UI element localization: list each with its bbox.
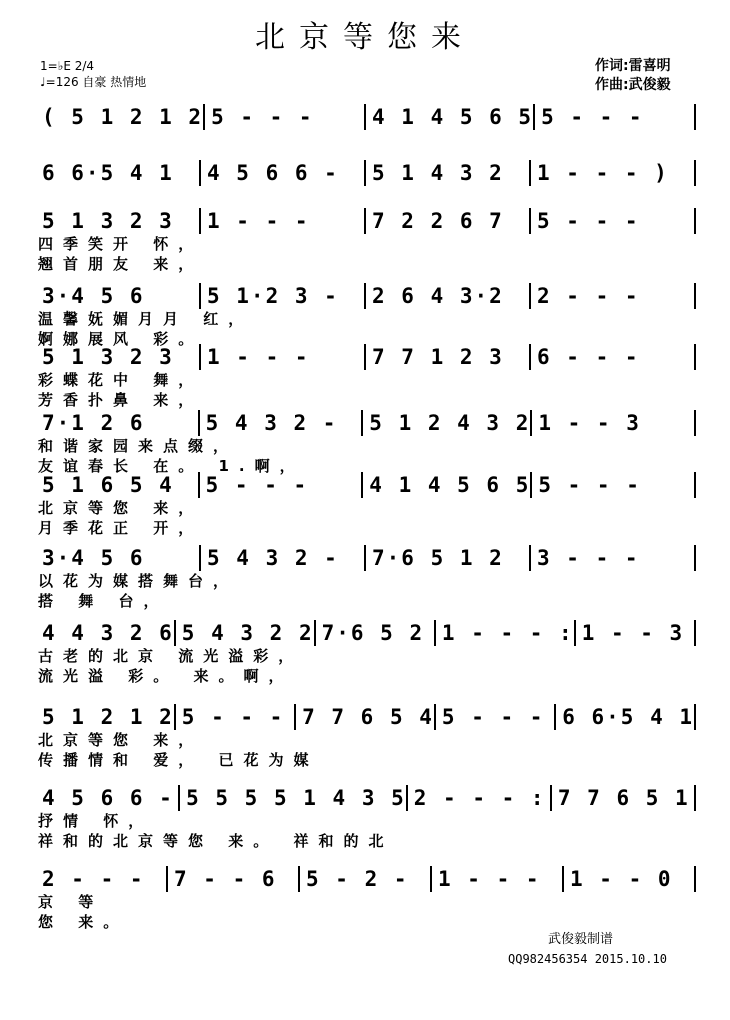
measure: ( 5 1 2 1 2 [36,104,205,130]
meta-left [40,58,146,90]
measure: 5 1 3 2 3 [36,208,201,234]
notes-line [36,785,696,811]
measure: 1 - - 0 [564,866,696,892]
lyric-line: 婀娜展风 彩。 [38,330,204,348]
notes-line [36,160,696,186]
notes-line [36,344,696,370]
notes-line [36,704,696,730]
score-maker: 武俊毅制谱 [548,932,614,947]
meta-right [595,57,671,95]
measure: 5 - - - [532,472,696,498]
lyric-line: 古老的北京 流光溢彩， [38,647,304,665]
measure: 5 1 2 1 2 [36,704,176,730]
measure: 4 1 4 5 6 5 [366,104,535,130]
measure: 5 - - - [205,104,366,130]
score-row [36,472,696,538]
score-row [36,283,696,349]
measure: 1 - - 3 [576,620,696,646]
tempo-marking: ♩=126 自豪 热情地 [40,75,147,89]
score-row [36,344,696,410]
measure: 1 - - - [201,208,366,234]
measure: 7·6 5 1 2 [366,545,531,571]
notes-line [36,104,696,130]
lyric-line: 传播情和 爱， 已花为媒 [38,751,319,769]
measure: 2 6 4 3·2 [366,283,531,309]
measure: 5 5 5 5 1 4 3 5 [180,785,408,811]
score-row [36,785,696,851]
measure: 7 7 6 5 4 [296,704,436,730]
lyric-line [36,186,696,206]
measure: 6 6·5 4 1 [36,160,201,186]
lyric-line: 芳香扑鼻 来， [38,391,204,409]
measure: 5 1·2 3 - [201,283,366,309]
measure: 5 - - - [436,704,556,730]
notes-line [36,472,696,498]
measure: 2 - - - : [408,785,552,811]
lyric-line: 彩蝶花中 舞， [38,371,204,389]
lyric-line: 祥和的北京等您 来。 祥和的北 [38,832,394,850]
lyric-line: 北京等您 来， [38,731,204,749]
measure: 1 - - 3 [532,410,696,436]
lyric-line: 以花为媒搭舞台， [38,572,239,590]
score-row [36,866,696,932]
measure: 3 - - - [531,545,696,571]
measure: 4 1 4 5 6 5 [363,472,532,498]
measure: 5 4 3 2 2 [176,620,316,646]
measure: 3·4 5 6 [36,545,201,571]
score-row [36,208,696,274]
measure: 7·1 2 6 [36,410,200,436]
score-row [36,704,696,770]
measure: 6 6·5 4 1 [556,704,696,730]
song-title: 北京等您来 [255,20,475,55]
measure: 5 1 6 5 4 [36,472,200,498]
measure: 4 5 6 6 - [36,785,180,811]
lyric-line: 四季笑开 怀， [38,235,204,253]
lyric-line: 抒情 怀， [38,812,154,830]
lyric-line: 翘首朋友 来， [38,255,204,273]
lyric-line: 月季花正 开， [38,519,204,537]
notes-line [36,866,696,892]
measure: 7·6 5 2 [316,620,436,646]
measure: 5 - - - [531,208,696,234]
key-signature: 1=♭E 2/4 [40,59,95,73]
notes-line [36,410,696,436]
measure: 5 - - - [176,704,296,730]
lyricist: 作词:雷喜明 [595,58,671,74]
lyric-line: 您 来。 [38,913,129,931]
measure: 5 1 3 2 3 [36,344,201,370]
lyric-line: 搭 舞 台， [38,592,169,610]
composer: 作曲:武俊毅 [595,77,671,93]
measure: 4 4 3 2 6 [36,620,176,646]
measure: 1 - - - ) [531,160,696,186]
lyric-line [36,130,696,150]
measure: 5 - - - [200,472,364,498]
lyric-line: 和谐家园来点缀， [38,437,239,455]
measure: 4 5 6 6 - [201,160,366,186]
measure: 5 - - - [535,104,696,130]
lyric-line: 友谊春长 在。 1.啊， [38,457,305,475]
score-row [36,620,696,686]
measure: 1 - - - [432,866,564,892]
score-row [36,545,696,611]
lyric-line: 京 等 [38,893,104,911]
measure: 1 - - - [201,344,366,370]
lyric-line: 温馨妩媚月月 红， [38,310,254,328]
measure: 5 4 3 2 - [200,410,364,436]
measure: 6 - - - [531,344,696,370]
notes-line [36,208,696,234]
measure: 5 1 4 3 2 [366,160,531,186]
measure: 7 7 1 2 3 [366,344,531,370]
measure: 5 4 3 2 - [201,545,366,571]
measure: 3·4 5 6 [36,283,201,309]
measure: 2 - - - [531,283,696,309]
lyric-line: 北京等您 来， [38,499,204,517]
lyric-line: 流光溢 彩。 来。啊， [38,667,294,685]
measure: 5 - 2 - [300,866,432,892]
notes-line [36,283,696,309]
measure: 7 7 6 5 1 [552,785,696,811]
score-row [36,410,696,476]
notes-line [36,545,696,571]
measure: 5 1 2 4 3 2 [363,410,532,436]
measure: 1 - - - : [436,620,576,646]
contact-info: QQ982456354 2015.10.10 [508,952,667,966]
measure: 7 2 2 6 7 [366,208,531,234]
measure: 2 - - - [36,866,168,892]
notes-line [36,620,696,646]
measure: 7 - - 6 [168,866,300,892]
